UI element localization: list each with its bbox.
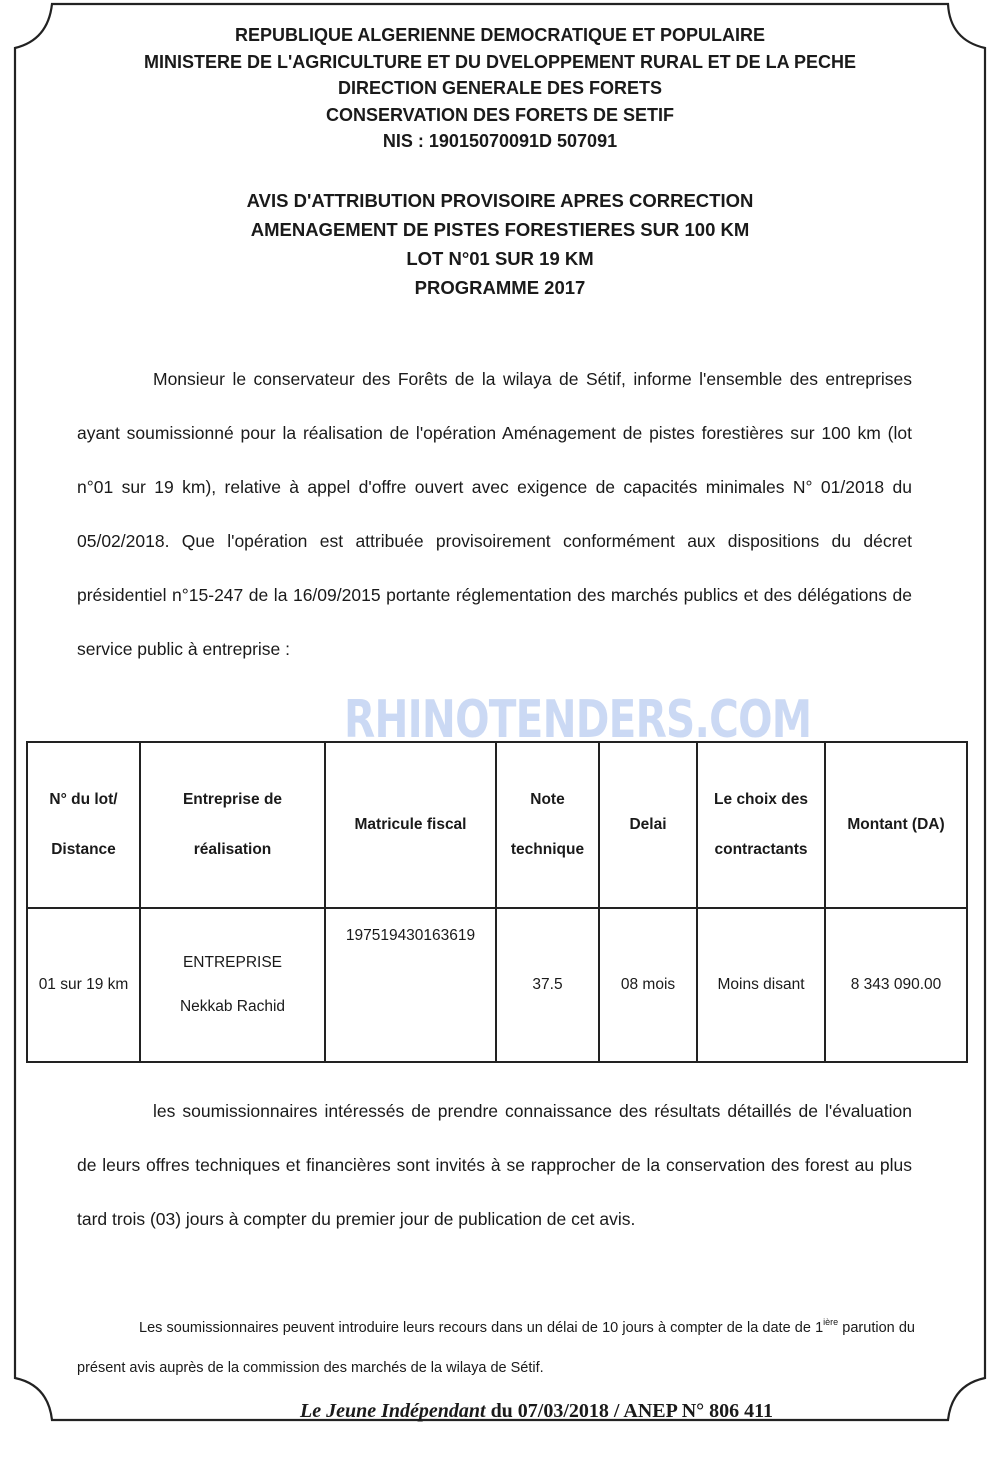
notice-title bbox=[0, 186, 1000, 302]
attribution-table bbox=[26, 741, 968, 1063]
publication-footer bbox=[300, 1400, 773, 1423]
cell-entreprise-type: ENTREPRISE bbox=[182, 954, 283, 971]
header-conservation: CONSERVATION DES FORETS DE SETIF bbox=[325, 104, 675, 125]
header-lot-distance: N° du lot/ Distance bbox=[27, 742, 140, 908]
header-entreprise: Entreprise de réalisation bbox=[140, 742, 325, 908]
header-ministry: MINISTERE DE L'AGRICULTURE ET DU DVELOPPEMENT RURAL ET DE LA PECHE bbox=[144, 51, 856, 72]
publication-date-ref: du 07/03/2018 / ANEP N° 806 411 bbox=[485, 1400, 774, 1422]
header-note: Note technique bbox=[496, 742, 599, 908]
watermark: RHINOTENDERS.COM bbox=[344, 690, 812, 750]
header-republic: REPUBLIQUE ALGERIENNE DEMOCRATIQUE ET POPULAIRE bbox=[234, 25, 766, 45]
title-amenagement: AMENAGEMENT DE PISTES FORESTIERES SUR 100 KM bbox=[250, 219, 750, 240]
cell-entreprise bbox=[140, 908, 325, 1062]
cell-lot: 01 sur 19 km bbox=[27, 908, 140, 1062]
intro-paragraph: Monsieur le conservateur des Forêts de la wilaya de Sétif, informe l'ensemble des entreprises ayant soumissionné pour la réalisation de l'opération Aménagement de pistes forestières sur 100 km (lot n°01 sur 19 km), relative à appel d'offre ouvert avec exigence de capacités minimales N° 01/2018 du 05/02/2018. Que l'opération est attribuée provisoirement conformément aux dispositions du décret présidentiel n°15-247 de la 16/09/2015 portante réglementation des marchés publics et des délégations de service public à entreprise : bbox=[77, 369, 912, 659]
title-avis: AVIS D'ATTRIBUTION PROVISOIRE APRES CORRECTION bbox=[246, 190, 754, 211]
results-paragraph: les soumissionnaires intéressés de prendre connaissance des résultats détaillés de l'évaluation de leurs offres techniques et financières sont invités à se rapprocher de la conservation des forest au plus tard trois (03) jours à compter du premier jour de publication de cet avis. bbox=[77, 1101, 912, 1229]
cell-note: 37.5 bbox=[496, 908, 599, 1062]
cell-montant: 8 343 090.00 bbox=[825, 908, 967, 1062]
header-direction: DIRECTION GENERALE DES FORETS bbox=[337, 78, 663, 98]
header-delai: Delai bbox=[599, 742, 697, 908]
appeal-text-end: parution du présent avis auprès de la commission des marchés de la wilaya de Sétif. bbox=[77, 1320, 915, 1376]
header-choix: Le choix des contractants bbox=[697, 742, 825, 908]
newspaper-name: Le Jeune Indépendant bbox=[300, 1400, 486, 1422]
title-lot: LOT N°01 SUR 19 KM bbox=[406, 248, 594, 269]
title-programme: PROGRAMME 2017 bbox=[414, 277, 586, 298]
appeal-paragraph bbox=[77, 1308, 915, 1388]
cell-choix: Moins disant bbox=[697, 908, 825, 1062]
appeal-text-start: Les soumissionnaires peuvent introduire leurs recours dans un délai de 10 jours à compter de la date de 1 bbox=[139, 1320, 824, 1336]
issuer-header bbox=[0, 22, 1000, 155]
table-header-row bbox=[27, 742, 967, 908]
cell-delai: 08 mois bbox=[599, 908, 697, 1062]
cell-matricule: 197519430163619 bbox=[325, 908, 496, 1062]
header-matricule: Matricule fiscal bbox=[325, 742, 496, 908]
table-row bbox=[27, 908, 967, 1062]
cell-entreprise-name: Nekkab Rachid bbox=[179, 998, 286, 1015]
header-nis: NIS : 19015070091D 507091 bbox=[382, 131, 618, 151]
appeal-ordinal: ière bbox=[823, 1317, 839, 1327]
header-montant: Montant (DA) bbox=[825, 742, 967, 908]
